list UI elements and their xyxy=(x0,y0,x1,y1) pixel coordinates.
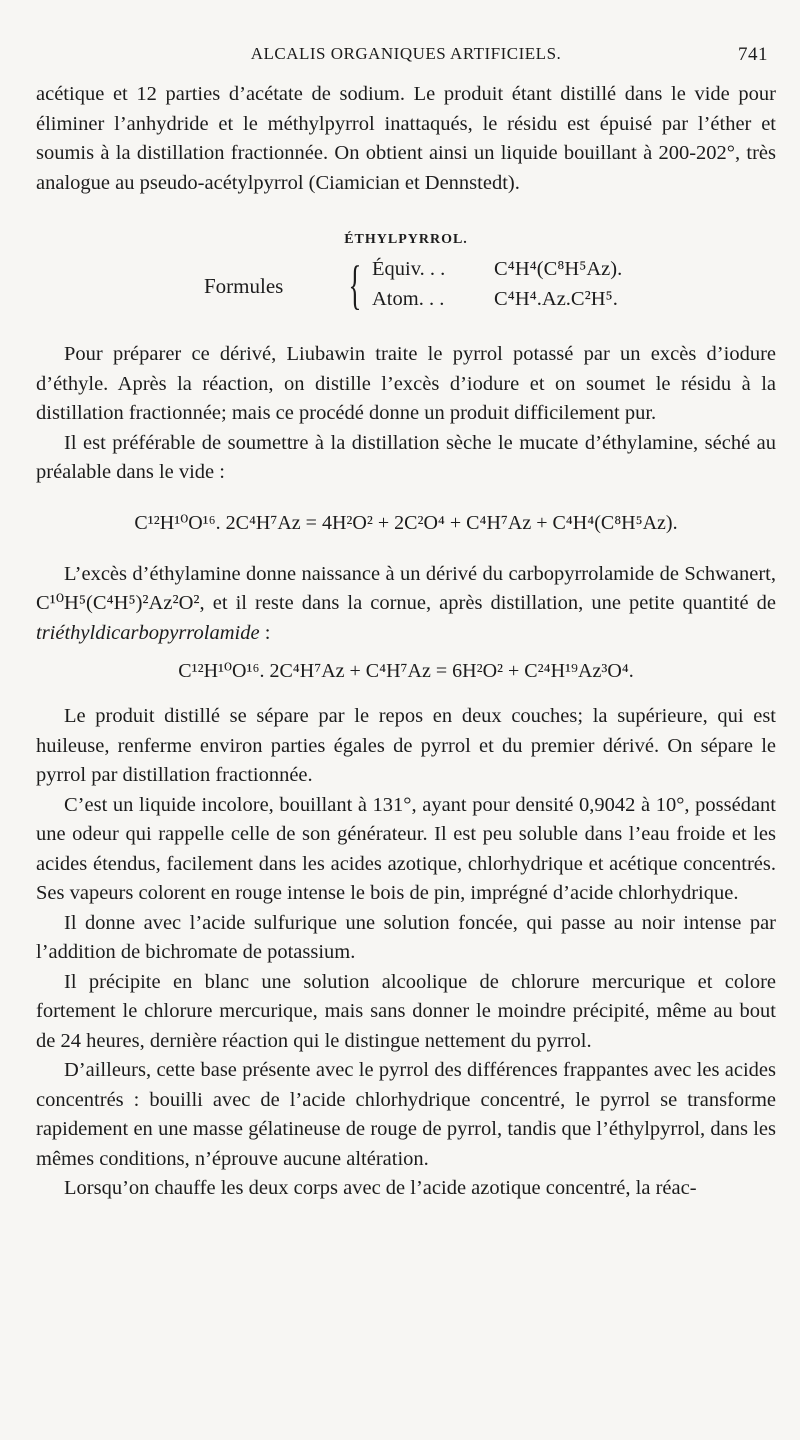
atom-formula: C⁴H⁴.Az.C²H⁵. xyxy=(494,288,618,310)
equiv-label: Équiv. . . xyxy=(372,258,446,280)
paragraph-properties: C’est un liquide incolore, bouillant à 131°, ayant pour densité 0,9042 à 10°, possédant une odeur qui rappelle celle de son générateur. Il est peu soluble dans l’eau froide et les acides étendus, facilement dans les acides azotique, chlorhydrique et acétique concentrés. Ses vapeurs colorent en rouge intense le bois de pin, imprégné d’acide chlorhydrique. xyxy=(36,793,776,904)
paragraph-sulfuric: Il donne avec l’acide sulfurique une solution foncée, qui passe au noir intense par l’addition de bichromate de potassium. xyxy=(36,911,776,963)
paragraph-excess-text: L’excès d’éthylamine donne naissance à un dérivé du carbopyrrolamide de Schwanert, C¹⁰H⁵(C⁴H⁵)²Az²O², et il reste dans la cornue, après distillation, une petite quantité de xyxy=(36,562,776,614)
page-body xyxy=(36,80,776,1204)
running-header xyxy=(36,44,776,74)
paragraph-preparation: Pour préparer ce dérivé, Liubawin traite le pyrrol potassé par un excès d’iodure d’éthyle. Après la réaction, on distille l’excès d’iodure et on soumet le résidu à la distillation fractionnée; mais ce procédé donne un produit difficilement pur. xyxy=(36,343,776,424)
equation-1: C¹²H¹⁰O¹⁶. 2C⁴H⁷Az = 4H²O² + 2C²O⁴ + C⁴H⁷Az + C⁴H⁴(C⁸H⁵Az). xyxy=(134,511,678,534)
paragraph-continuation: acétique et 12 parties d’acétate de sodium. Le produit étant distillé dans le vide pour éliminer l’anhydride et le méthylpyrrol inattaqués, le résidu est épuisé par l’éther et soumis à la distillation fractionnée. On obtient ainsi un liquide bouillant à 200-202°, très analogue au pseudo-acétylpyrrol (Ciamician et Dennstedt). xyxy=(36,83,776,194)
brace-symbol: { xyxy=(348,255,362,315)
running-title: ALCALIS ORGANIQUES ARTIFICIELS. xyxy=(250,44,562,63)
paragraph-excess-end: : xyxy=(259,621,271,644)
compound-name: triéthyldicarbopyrrolamide xyxy=(36,621,260,644)
section-title: ÉTHYLPYRROL. xyxy=(344,232,468,247)
paragraph-mucate: Il est préférable de soumettre à la distillation sèche le mucate d’éthylamine, séché au préalable dans le vide : xyxy=(36,431,776,483)
atom-label: Atom. . . xyxy=(372,288,445,310)
equiv-formula: C⁴H⁴(C⁸H⁵Az). xyxy=(494,258,623,280)
paragraph-excess xyxy=(36,560,776,649)
formula-block xyxy=(36,255,776,320)
paragraph-distillate: Le produit distillé se sépare par le repos en deux couches; la supérieure, qui est huileuse, renferme environ parties égales de pyrrol et du premier dérivé. On sépare le pyrrol par distillation fractionnée. xyxy=(36,705,776,786)
equation-2: C¹²H¹⁰O¹⁶. 2C⁴H⁷Az + C⁴H⁷Az = 6H²O² + C²⁴H¹⁹Az³O⁴. xyxy=(178,660,634,682)
paragraph-acids: D’ailleurs, cette base présente avec le pyrrol des différences frappantes avec les acides concentrés : bouilli avec de l’acide chlorhydrique concentré, le pyrrol se transforme rapidement en une masse gélatineuse de rouge de pyrrol, tandis que l’éthylpyrrol, dans les mêmes conditions, n’éprouve aucune altération. xyxy=(36,1059,776,1170)
page-number: 741 xyxy=(738,44,768,65)
paragraph-mercuric: Il précipite en blanc une solution alcoolique de chlorure mercurique et colore fortement le chlorure mercurique, mais sans donner le moindre précipité, même au bout de 24 heures, dernière réaction qui le distingue nettement du pyrrol. xyxy=(36,970,776,1052)
paragraph-nitric: Lorsqu’on chauffe les deux corps avec de l’acide azotique concentré, la réac- xyxy=(64,1177,697,1199)
formulas-label: Formules xyxy=(204,274,284,298)
